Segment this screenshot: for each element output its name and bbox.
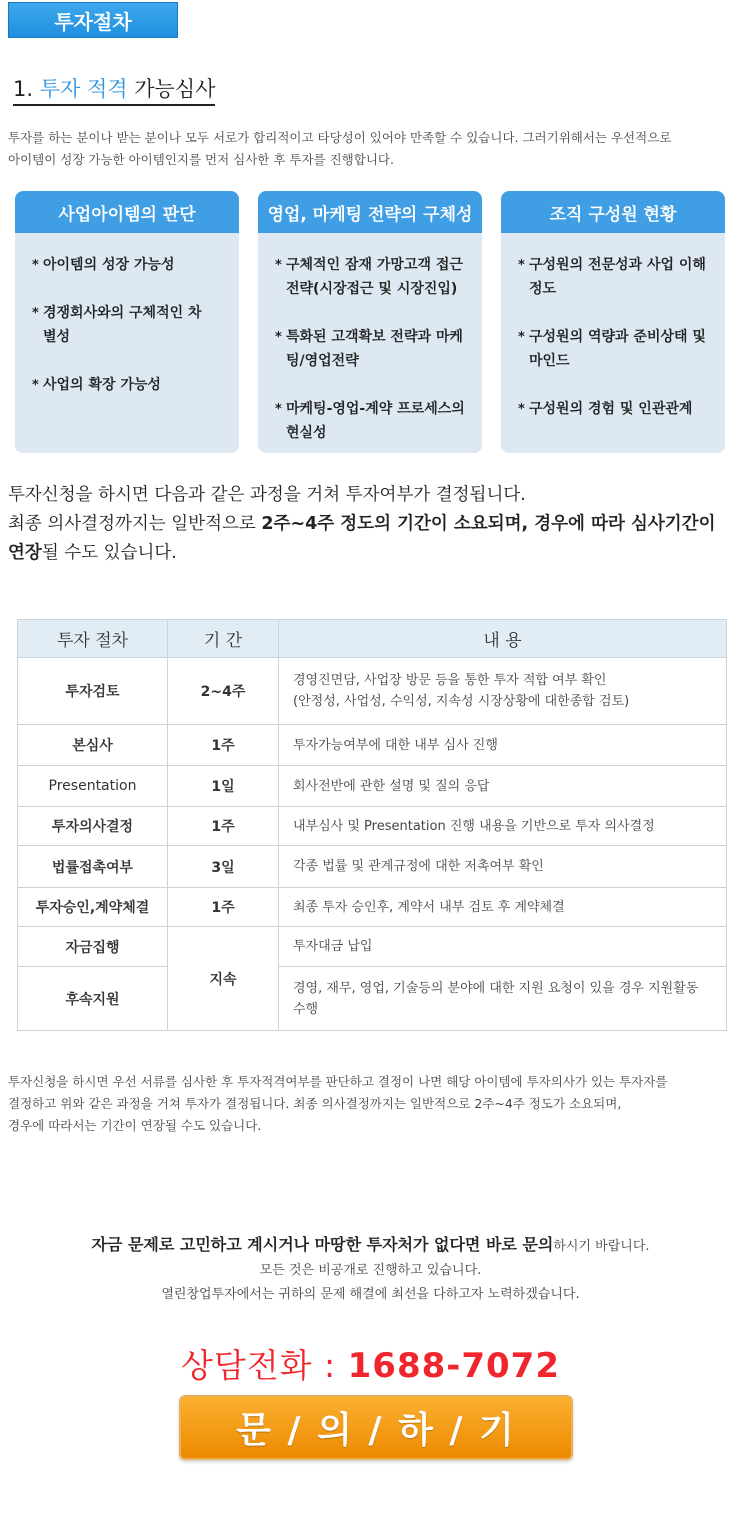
cell-step: 투자검토 — [18, 658, 168, 725]
cell-step: 후속지원 — [18, 967, 168, 1031]
cell-step: 자금집행 — [18, 927, 168, 967]
cell-content: 최종 투자 승인후, 계약서 내부 검토 후 계약체결 — [279, 888, 727, 927]
phone-label: 상담전화 : — [181, 1346, 348, 1385]
card-title: 조직 구성원 현황 — [501, 191, 725, 233]
table-row — [18, 766, 727, 807]
phone-number[interactable]: 1688-7072 — [347, 1346, 560, 1386]
contact-bold: 자금 문제로 고민하고 계시거나 마땅한 투자처가 없다면 바로 문의 — [91, 1235, 554, 1254]
content-line: (안정성, 사업성, 수익성, 지속성 시장상황에 대한종합 검토) — [293, 694, 630, 709]
phone-consult[interactable] — [0, 1340, 741, 1387]
process-note-bold: 2주~4주 정도의 기간이 소요되며, 경우에 따라 심사기간이 연장 — [8, 514, 716, 563]
card-item: * 특화된 고객확보 전략과 마케팅/영업전략 — [275, 325, 472, 373]
card-item: * 구성원의 경험 및 인관관계 — [518, 397, 715, 421]
cell-content: 각종 법률 및 관계규정에 대한 저촉여부 확인 — [279, 846, 727, 888]
section-number: 1. — [13, 77, 34, 101]
inquiry-button[interactable]: 문 / 의 / 하 / 기 — [179, 1395, 573, 1460]
contact-line — [0, 1233, 741, 1259]
cell-content: 투자대금 납입 — [279, 927, 727, 967]
procedure-table — [17, 619, 727, 1031]
cell-step: 투자승인,계약체결 — [18, 888, 168, 927]
card-organization — [501, 191, 725, 453]
table-row — [18, 725, 727, 766]
cell-period: 2~4주 — [168, 658, 279, 725]
table-row — [18, 888, 727, 927]
cell-step: 본심사 — [18, 725, 168, 766]
cell-content: 투자가능여부에 대한 내부 심사 진행 — [279, 725, 727, 766]
content-line: 경영진면담, 사업장 방문 등을 통한 투자 적합 여부 확인 — [293, 673, 607, 688]
cell-period: 1주 — [168, 807, 279, 846]
contact-message — [0, 1233, 741, 1307]
process-note-prefix: 최종 의사결정까지는 일반적으로 — [8, 514, 262, 534]
process-note-line — [8, 510, 736, 568]
card-item: * 아이템의 성장 가능성 — [32, 253, 229, 277]
card-title: 영업, 마케팅 전략의 구체성 — [258, 191, 482, 233]
card-item: * 마케팅-영업-계약 프로세스의 현실성 — [275, 397, 472, 445]
table-header-row — [18, 620, 727, 658]
card-business-item — [15, 191, 239, 453]
cell-content: 회사전반에 관한 설명 및 질의 응답 — [279, 766, 727, 807]
process-note-line: 투자신청을 하시면 다음과 같은 과정을 거쳐 투자여부가 결정됩니다. — [8, 485, 526, 505]
cell-step: Presentation — [18, 766, 168, 807]
section-title-rest: 가능심사 — [134, 77, 216, 101]
section-title-highlight: 투자 적격 — [39, 77, 128, 101]
section-title — [13, 76, 215, 106]
intro-line: 아이템이 성장 가능한 아이템인지를 먼저 심사한 후 투자를 진행합니다. — [8, 152, 394, 167]
card-item: * 구성원의 역량과 준비상태 및 마인드 — [518, 325, 715, 373]
contact-line: 열린창업투자에서는 귀하의 문제 해결에 최선을 다하고자 노력하겠습니다. — [161, 1287, 580, 1302]
card-item: * 사업의 확장 가능성 — [32, 373, 229, 397]
summary-line: 결정하고 위와 같은 과정을 거쳐 투자가 결정됩니다. 최종 의사결정까지는 일반적으로 2주~4주 정도가 소요되며, — [8, 1096, 622, 1111]
summary-line: 투자신청을 하시면 우선 서류를 심사한 후 투자적격여부를 판단하고 결정이 나면 해당 아이템에 투자의사가 있는 투자자를 — [8, 1074, 668, 1089]
table-row — [18, 967, 727, 1031]
contact-bold-suffix: 하시기 바랍니다. — [553, 1239, 650, 1254]
intro-line: 투자를 하는 분이나 받는 분이나 모두 서로가 합리적이고 타당성이 있어야 만족할 수 있습니다. 그러기위해서는 우선적으로 — [8, 130, 672, 145]
content-line: 수행 — [293, 1001, 319, 1017]
cell-content — [279, 967, 727, 1031]
contact-line: 모든 것은 비공개로 진행하고 있습니다. — [259, 1263, 482, 1278]
content-line: 경영, 재무, 영업, 기술등의 분야에 대한 지원 요청이 있을 경우 지원활동 — [293, 980, 699, 996]
summary-line: 경우에 따라서는 기간이 연장될 수도 있습니다. — [8, 1118, 262, 1133]
cell-content — [279, 658, 727, 725]
header-step: 투자 절차 — [18, 620, 168, 658]
table-row — [18, 658, 727, 725]
summary-text — [8, 1071, 736, 1137]
cell-period: 3일 — [168, 846, 279, 888]
card-item: * 구체적인 잠재 가망고객 접근 전략(시장접근 및 시장진입) — [275, 253, 472, 301]
cell-step: 투자의사결정 — [18, 807, 168, 846]
card-sales-marketing — [258, 191, 482, 453]
cell-period: 1주 — [168, 725, 279, 766]
cell-period: 1주 — [168, 888, 279, 927]
cell-content: 내부심사 및 Presentation 진행 내용을 기반으로 투자 의사결정 — [279, 807, 727, 846]
table-row — [18, 846, 727, 888]
card-title: 사업아이템의 판단 — [15, 191, 239, 233]
card-item: * 구성원의 전문성과 사업 이해정도 — [518, 253, 715, 301]
table-row — [18, 807, 727, 846]
cell-period: 지속 — [168, 927, 279, 1031]
cell-period: 1일 — [168, 766, 279, 807]
cell-step: 법률접촉여부 — [18, 846, 168, 888]
card-item: * 경쟁회사와의 구체적인 차별성 — [32, 301, 202, 349]
process-note — [8, 481, 736, 568]
header-period: 기 간 — [168, 620, 279, 658]
header-content: 내 용 — [279, 620, 727, 658]
tab-investment-procedure[interactable]: 투자절차 — [8, 2, 178, 38]
table-row — [18, 927, 727, 967]
process-note-suffix: 될 수도 있습니다. — [41, 543, 177, 563]
intro-text — [8, 127, 736, 171]
